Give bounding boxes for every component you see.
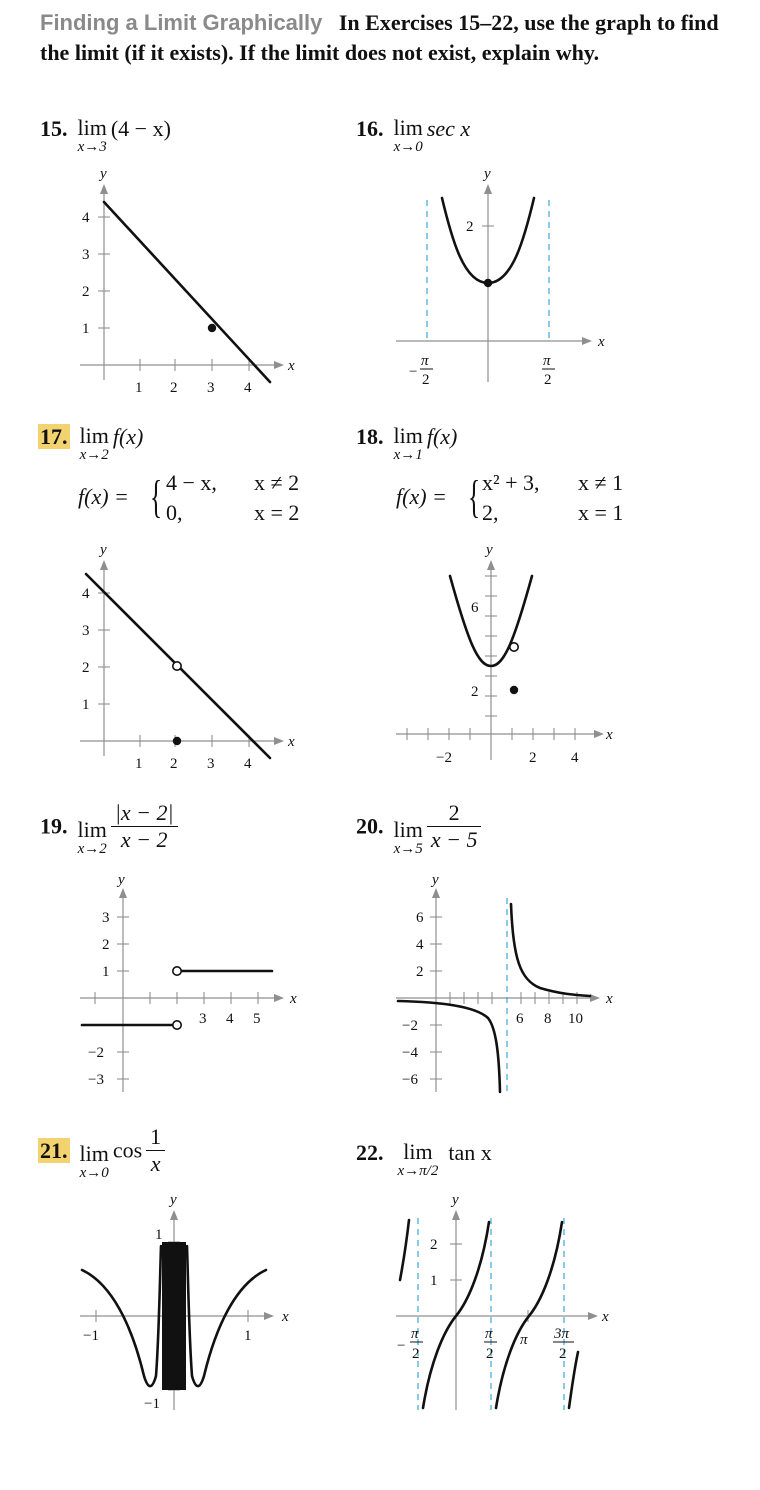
svg-text:2: 2 bbox=[471, 684, 479, 700]
lim-word: lim bbox=[393, 115, 423, 140]
exercise-number: 18. bbox=[356, 424, 384, 449]
graph-19 bbox=[60, 868, 320, 1098]
open-point bbox=[173, 967, 181, 975]
svg-text:6: 6 bbox=[416, 910, 424, 926]
y-axis-arrow bbox=[432, 888, 440, 898]
svg-text:10: 10 bbox=[568, 1011, 583, 1027]
piece-cond: x ≠ 2 bbox=[254, 470, 300, 495]
svg-text:1: 1 bbox=[430, 1273, 438, 1289]
svg-text:2: 2 bbox=[544, 372, 552, 388]
x-axis-label: x bbox=[288, 358, 295, 374]
lim-function: cos bbox=[112, 1137, 143, 1163]
svg-text:2: 2 bbox=[170, 380, 178, 396]
svg-text:2: 2 bbox=[422, 372, 430, 388]
svg-text:2: 2 bbox=[102, 937, 110, 953]
lim-expression: tan x bbox=[448, 1140, 492, 1165]
x-axis-arrow bbox=[264, 1312, 274, 1320]
svg-text:5: 5 bbox=[253, 1011, 261, 1027]
x-axis-arrow bbox=[274, 737, 284, 745]
svg-text:−1: −1 bbox=[144, 1396, 160, 1412]
svg-text:2: 2 bbox=[412, 1346, 420, 1362]
right-branch bbox=[511, 904, 590, 996]
svg-text:4: 4 bbox=[244, 380, 252, 396]
exercise-17 bbox=[38, 424, 143, 462]
piece-expr: 4 − x, bbox=[166, 470, 217, 495]
x-axis-label: x bbox=[290, 991, 297, 1007]
x-axis-arrow bbox=[594, 730, 604, 738]
graph-15 bbox=[60, 160, 320, 400]
svg-text:1: 1 bbox=[244, 1328, 252, 1344]
fraction-denominator: x − 5 bbox=[430, 827, 478, 852]
dense-oscillation bbox=[162, 1242, 186, 1390]
limit-fraction bbox=[427, 800, 482, 853]
svg-text:4: 4 bbox=[571, 750, 579, 766]
y-axis-label: y bbox=[486, 542, 493, 558]
exercise-number: 17. bbox=[40, 424, 68, 449]
y-axis-arrow bbox=[119, 888, 127, 898]
lim-approach: x→5 bbox=[393, 840, 423, 857]
lim-word: lim bbox=[403, 1139, 433, 1164]
fraction-numerator: 1 bbox=[146, 1124, 165, 1151]
graph-16 bbox=[380, 160, 640, 400]
svg-text:6: 6 bbox=[516, 1011, 524, 1027]
svg-text:4: 4 bbox=[82, 210, 90, 226]
lim-approach: x→2 bbox=[77, 840, 107, 857]
y-axis-arrow bbox=[100, 560, 108, 570]
svg-text:2: 2 bbox=[82, 284, 90, 300]
y-axis-label: y bbox=[100, 542, 107, 558]
x-axis-label: x bbox=[606, 991, 613, 1007]
y-ticks bbox=[471, 576, 497, 716]
svg-text:2: 2 bbox=[559, 1346, 567, 1362]
y-axis-label: y bbox=[118, 872, 125, 888]
svg-text:π: π bbox=[421, 353, 429, 369]
svg-text:π: π bbox=[411, 1326, 419, 1342]
svg-text:−2: −2 bbox=[88, 1045, 104, 1061]
fraction-denominator: x bbox=[150, 1151, 161, 1176]
svg-text:1: 1 bbox=[155, 1227, 163, 1243]
x-axis-label: x bbox=[288, 734, 295, 750]
exercise-number: 20. bbox=[356, 813, 384, 839]
svg-text:1: 1 bbox=[82, 697, 90, 713]
limit-fraction bbox=[146, 1124, 165, 1177]
y-axis-arrow bbox=[100, 184, 108, 194]
exercise-19 bbox=[40, 800, 178, 857]
graph-20 bbox=[380, 868, 640, 1098]
x-axis-arrow bbox=[588, 1312, 598, 1320]
y-ticks bbox=[466, 219, 494, 235]
svg-text:−2: −2 bbox=[402, 1018, 418, 1034]
lim-word: lim bbox=[393, 816, 423, 842]
lim-expression: (4 − x) bbox=[110, 116, 171, 141]
svg-text:1: 1 bbox=[82, 321, 90, 337]
piece-cond: x = 2 bbox=[254, 500, 300, 525]
graph-17 bbox=[60, 536, 320, 776]
svg-text:4: 4 bbox=[244, 756, 252, 772]
lim-expression: f(x) bbox=[112, 424, 144, 449]
solid-point bbox=[484, 279, 492, 287]
fraction-numerator: 2 bbox=[427, 800, 482, 827]
graph-22 bbox=[380, 1186, 640, 1416]
exercise-22 bbox=[356, 1140, 492, 1178]
svg-text:3: 3 bbox=[82, 623, 90, 639]
y-axis-label: y bbox=[170, 1192, 177, 1208]
open-point bbox=[510, 643, 518, 651]
lim-approach: x→0 bbox=[393, 139, 423, 155]
y-ticks bbox=[82, 210, 110, 337]
lim-approach: x→π/2 bbox=[397, 1163, 439, 1179]
exercise-number: 22. bbox=[356, 1140, 384, 1165]
exercise-number: 21. bbox=[40, 1137, 68, 1163]
svg-text:4: 4 bbox=[226, 1011, 234, 1027]
graph-18 bbox=[380, 536, 640, 776]
svg-text:2: 2 bbox=[170, 756, 178, 772]
exercise-number: 19. bbox=[40, 813, 68, 839]
y-axis-arrow bbox=[452, 1210, 460, 1220]
svg-text:−2: −2 bbox=[436, 750, 452, 766]
svg-text:−: − bbox=[397, 1338, 406, 1354]
lim-word: lim bbox=[79, 1140, 109, 1166]
x-axis-arrow bbox=[582, 337, 592, 345]
exercise-15 bbox=[40, 116, 171, 154]
x-axis-arrow bbox=[590, 994, 600, 1002]
graph-21 bbox=[60, 1186, 320, 1416]
svg-text:6: 6 bbox=[471, 600, 479, 616]
exercise-number: 15. bbox=[40, 116, 68, 141]
svg-text:3π: 3π bbox=[554, 1326, 570, 1342]
exercise-heading bbox=[40, 8, 730, 68]
tan-branch-far-right bbox=[569, 1352, 578, 1408]
svg-text:1: 1 bbox=[135, 756, 143, 772]
svg-text:π: π bbox=[485, 1326, 493, 1342]
y-axis-label: y bbox=[452, 1192, 459, 1208]
lim-word: lim bbox=[393, 423, 423, 448]
lim-approach: x→3 bbox=[77, 139, 107, 155]
svg-text:1: 1 bbox=[102, 964, 110, 980]
open-point bbox=[173, 1021, 181, 1029]
svg-text:2: 2 bbox=[466, 219, 474, 235]
lim-approach: x→1 bbox=[393, 447, 423, 463]
exercise-21 bbox=[38, 1124, 165, 1181]
fraction-numerator: |x − 2| bbox=[111, 800, 178, 827]
svg-text:−1: −1 bbox=[83, 1328, 99, 1344]
piece-expr: x² + 3, bbox=[482, 470, 540, 495]
x-ticks bbox=[409, 353, 555, 388]
svg-text:4: 4 bbox=[82, 586, 90, 602]
fraction-denominator: x − 2 bbox=[120, 827, 168, 852]
y-ticks bbox=[430, 1237, 462, 1289]
solid-point bbox=[208, 324, 216, 332]
y-ticks bbox=[82, 586, 110, 713]
lim-approach: x→0 bbox=[79, 1164, 109, 1181]
x-axis-label: x bbox=[598, 334, 605, 350]
svg-text:2: 2 bbox=[430, 1237, 438, 1253]
lim-word: lim bbox=[77, 816, 107, 842]
svg-text:4: 4 bbox=[416, 937, 424, 953]
tan-branch-left bbox=[400, 1220, 409, 1280]
y-axis-arrow bbox=[487, 560, 495, 570]
piece-expr: 0, bbox=[166, 500, 183, 525]
svg-text:π: π bbox=[543, 353, 551, 369]
piece-expr: 2, bbox=[482, 500, 499, 525]
svg-text:−3: −3 bbox=[88, 1072, 104, 1088]
exercise-20 bbox=[356, 800, 481, 857]
svg-text:3: 3 bbox=[207, 756, 215, 772]
svg-text:1: 1 bbox=[135, 380, 143, 396]
y-axis-label: y bbox=[432, 872, 439, 888]
limit-fraction bbox=[111, 800, 178, 853]
x-axis-label: x bbox=[606, 727, 613, 743]
svg-text:2: 2 bbox=[529, 750, 537, 766]
y-axis-arrow bbox=[170, 1210, 178, 1220]
exercise-number: 16. bbox=[356, 116, 384, 141]
svg-text:−: − bbox=[409, 364, 418, 380]
brace: { bbox=[150, 471, 163, 522]
y-axis-label: y bbox=[484, 166, 491, 182]
section-title: Finding a Limit Graphically bbox=[40, 10, 323, 35]
x-ticks bbox=[397, 1310, 574, 1362]
svg-text:3: 3 bbox=[82, 247, 90, 263]
svg-text:π: π bbox=[520, 1332, 528, 1348]
svg-text:2: 2 bbox=[82, 660, 90, 676]
svg-text:3: 3 bbox=[207, 380, 215, 396]
svg-text:3: 3 bbox=[102, 910, 110, 926]
svg-text:−4: −4 bbox=[402, 1045, 418, 1061]
lim-expression: sec x bbox=[426, 116, 471, 141]
solid-point bbox=[510, 686, 518, 694]
x-axis-arrow bbox=[274, 994, 284, 1002]
lim-approach: x→2 bbox=[79, 447, 109, 463]
piecewise-lhs: f(x) = bbox=[78, 484, 129, 509]
exercise-18 bbox=[356, 424, 457, 462]
svg-text:2: 2 bbox=[486, 1346, 494, 1362]
open-point bbox=[173, 662, 181, 670]
lim-word: lim bbox=[79, 423, 109, 448]
brace: { bbox=[468, 471, 481, 522]
x-axis-label: x bbox=[282, 1309, 289, 1325]
piecewise-lhs: f(x) = bbox=[396, 484, 447, 509]
piece-cond: x = 1 bbox=[578, 500, 624, 525]
svg-text:−6: −6 bbox=[402, 1072, 418, 1088]
line-curve bbox=[104, 202, 270, 382]
tan-branch-right bbox=[496, 1222, 562, 1408]
lim-expression: f(x) bbox=[426, 424, 458, 449]
svg-text:2: 2 bbox=[416, 964, 424, 980]
solid-point bbox=[173, 737, 181, 745]
y-axis-label: y bbox=[100, 166, 107, 182]
instructions: In Exercises 15–22, use the graph to find the limit (if it exists). If the limit does not exist, explain why. bbox=[40, 10, 719, 65]
x-axis-arrow bbox=[274, 361, 284, 369]
exercise-16 bbox=[356, 116, 470, 154]
x-axis-label: x bbox=[602, 1309, 609, 1325]
y-axis-arrow bbox=[484, 184, 492, 194]
lim-word: lim bbox=[77, 115, 107, 140]
piece-cond: x ≠ 1 bbox=[578, 470, 624, 495]
svg-text:3: 3 bbox=[199, 1011, 207, 1027]
svg-text:8: 8 bbox=[544, 1011, 552, 1027]
